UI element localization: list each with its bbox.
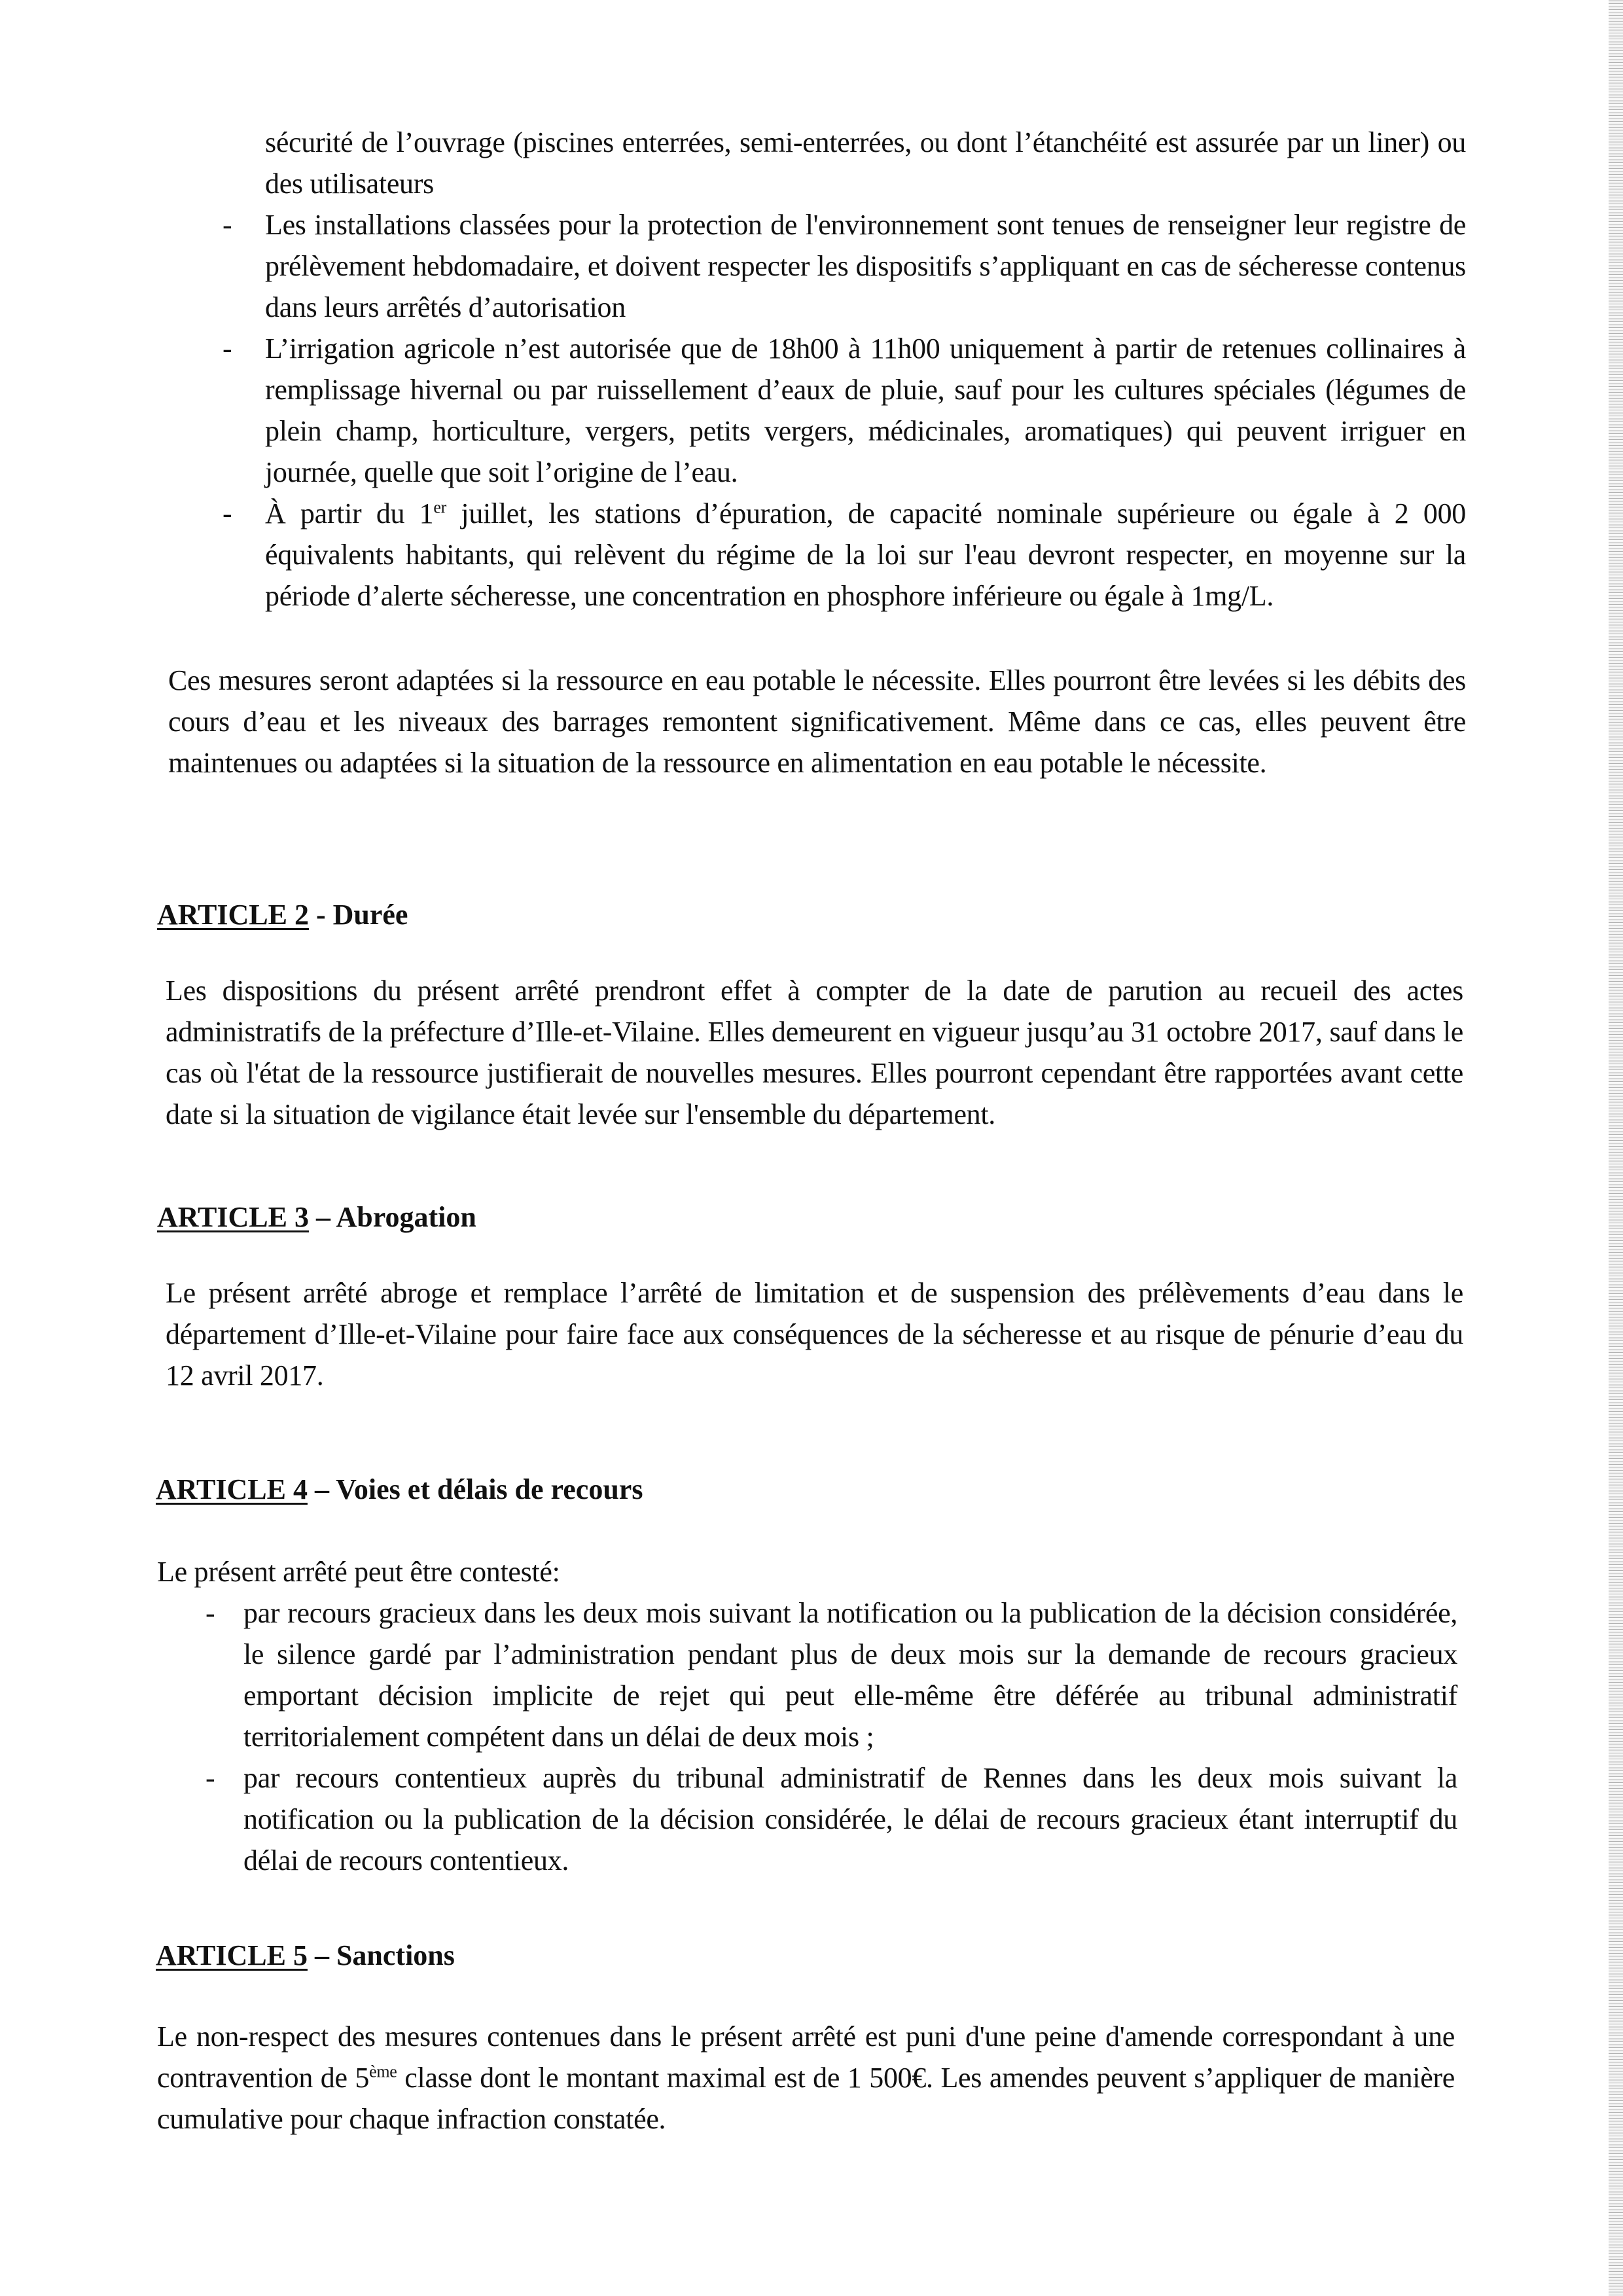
list-item [223,493,1466,617]
article-title: Sanctions [336,1939,455,1971]
article-1-measures-list [223,122,1466,617]
article-title: Durée [332,899,408,931]
article-3-heading: ARTICLE 3 – Abrogation [157,1201,476,1233]
list-item-text: par recours gracieux dans les deux mois suivant la notification ou la publication de la décision considérée, le silence gardé par l’administration pendant plus de deux mois sur la demande de recours gracieux emportant décision implicite de rejet qui peut elle-même être déférée au tribunal administratif territorialement compétent dans un délai de deux mois ; [243,1597,1457,1753]
article-number: ARTICLE 2 [157,899,309,931]
article-title: Abrogation [336,1201,476,1233]
list-item-text: Les installations classées pour la protection de l'environnement sont tenues de renseigner leur registre de prélèvement hebdomadaire, et doivent respecter les dispositifs s’appliquant en cas de sécheresse contenus dans leurs arrêtés d’autorisation [265,209,1466,323]
list-item [223,204,1466,328]
list-item [223,328,1466,493]
list-item-text: À partir du 1er juillet, les stations d’épuration, de capacité nominale supérieure ou égale à 2 000 équivalents habitants, qui relèvent du régime de la loi sur l'eau devront respecter, en moyenne sur la période d’alerte sécheresse, une concentration en phosphore inférieure ou égale à 1mg/L. [265,497,1466,612]
list-item-text: par recours contentieux auprès du tribunal administratif de Rennes dans les deux mois suivant la notification ou la publication de la décision considérée, le délai de recours gracieux étant interruptif du délai de recours contentieux. [243,1762,1457,1876]
list-item-text: sécurité de l’ouvrage (piscines enterrées, semi-enterrées, ou dont l’étanchéité est assurée par un liner) ou des utilisateurs [265,126,1466,200]
dash-bullet-icon: - [223,497,232,529]
scan-edge-artifact [1609,0,1623,2296]
list-item [265,122,1466,204]
article-title: Voies et délais de recours [336,1473,643,1505]
ordinal-superscript: ème [369,2062,397,2081]
article-3-body: Le présent arrêté abroge et remplace l’arrêté de limitation et de suspension des prélèvements d’eau dans le département d’Ille-et-Vilaine pour faire face aux conséquences de la sécheresse et au risque de pénurie d’eau du 12 avril 2017. [166,1277,1463,1391]
article-2-body: Les dispositions du présent arrêté prendront effet à compter de la date de parution au recueil des actes administratifs de la préfecture d’Ille-et-Vilaine. Elles demeurent en vigueur jusqu’au 31 octobre 2017, sauf dans le cas où l'état de la ressource justifierait de nouvelles mesures. Elles pourront cependant être rapportées avant cette date si la situation de vigilance était levée sur l'ensemble du département. [166,975,1463,1130]
list-item-text: L’irrigation agricole n’est autorisée que de 18h00 à 11h00 uniquement à partir de retenues collinaires à remplissage hivernal ou par ruissellement d’eaux de pluie, sauf pour les cultures spéciales (légumes de plein champ, horticulture, vergers, petits vergers, médicinales, aromatiques) qui peuvent irriguer en journée, quelle que soit l’origine de l’eau. [265,332,1466,488]
article-4-intro: Le présent arrêté peut être contesté: [157,1556,560,1588]
list-item [205,1757,1457,1881]
dash-bullet-icon: - [223,332,232,365]
article-4-heading: ARTICLE 4 – Voies et délais de recours [156,1473,643,1505]
dash-bullet-icon: - [205,1597,215,1629]
article-number: ARTICLE 5 [156,1939,308,1971]
article-number: ARTICLE 3 [157,1201,309,1233]
article-2-heading: ARTICLE 2 - Durée [157,899,408,931]
list-item [205,1592,1457,1757]
dash-bullet-icon: - [223,209,232,241]
measures-paragraph: Ces mesures seront adaptées si la ressource en eau potable le nécessite. Elles pourront être levées si les débits des cours d’eau et les niveaux des barrages remontent significativement. Même dans ce cas, elles peuvent être maintenues ou adaptées si la situation de la ressource en alimentation en eau potable le nécessite. [168,664,1466,779]
article-number: ARTICLE 4 [156,1473,308,1505]
article-4-recourse-list [205,1592,1457,1881]
article-5-heading: ARTICLE 5 – Sanctions [156,1939,455,1971]
ordinal-superscript: er [433,497,446,517]
dash-bullet-icon: - [205,1762,215,1794]
article-5-body: Le non-respect des mesures contenues dans le présent arrêté est puni d'une peine d'amende correspondant à une contravention de 5ème classe dont le montant maximal est de 1 500€. Les amendes peuvent s’appliquer de manière cumulative pour chaque infraction constatée. [157,2020,1455,2135]
